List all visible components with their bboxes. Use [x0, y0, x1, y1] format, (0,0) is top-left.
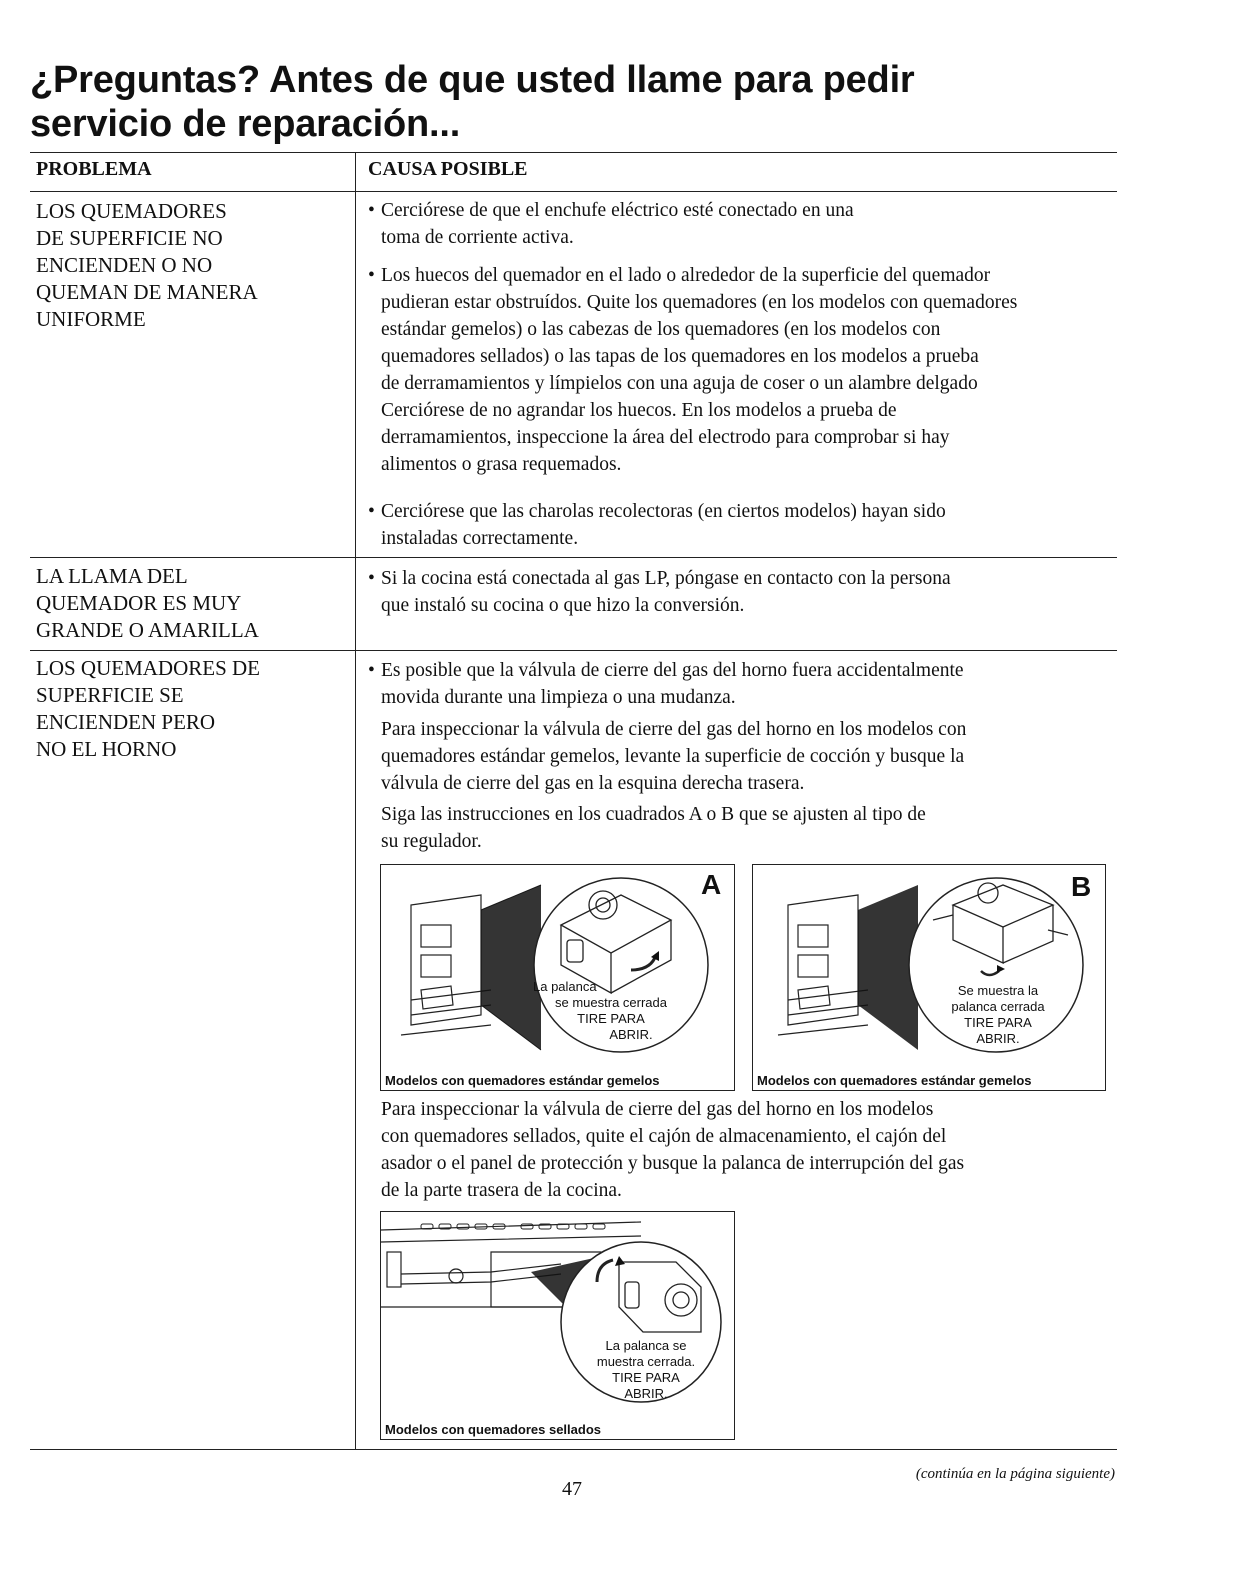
- lever-note-line: Se muestra la: [957, 983, 1039, 998]
- cause-line: • Es posible que la válvula de cierre del gas del horno fuera accidentalmente: [381, 660, 964, 681]
- paragraph-3-2: [368, 801, 1118, 855]
- figure-b: [752, 864, 1106, 1091]
- page-number: 47: [562, 1478, 582, 1500]
- lever-note-line: ABRIR.: [624, 1386, 668, 1401]
- table-top-rule: [30, 152, 1117, 153]
- problem-2: [36, 563, 259, 644]
- cause-line: • Cerciórese que las charolas recolectoras (en ciertos modelos) hayan sido: [381, 501, 946, 522]
- continued-note: (continúa en la página siguiente): [915, 1466, 1115, 1482]
- figure-b-caption: Modelos con quemadores estándar gemelos: [757, 1073, 1032, 1088]
- lever-note-line: La palanca: [533, 979, 597, 994]
- table-bottom-rule: [30, 1449, 1117, 1450]
- problem-1-line: LOS QUEMADORES: [36, 199, 227, 223]
- problem-3-line: NO EL HORNO: [36, 737, 177, 761]
- lever-note-line: ABRIR.: [609, 1027, 653, 1042]
- paragraph-line: asador o el panel de protección y busque la palanca de interrupción del gas: [381, 1153, 965, 1174]
- problem-3-line: SUPERFICIE SE: [36, 683, 184, 707]
- lever-note-line: ABRIR.: [976, 1031, 1020, 1046]
- problem-3-line: LOS QUEMADORES DE: [36, 656, 261, 680]
- cause-line: • Si la cocina está conectada al gas LP, póngase en contacto con la persona: [381, 568, 951, 589]
- lever-note-line: palanca cerrada: [951, 999, 1045, 1014]
- cause-line: toma de corriente activa.: [381, 227, 574, 248]
- cause-line: estándar gemelos) o las cabezas de los quemadores (en los modelos con: [381, 319, 941, 340]
- cause-1-3: [368, 498, 1118, 552]
- column-divider: [355, 152, 356, 1449]
- header-problem: PROBLEMA: [36, 158, 152, 180]
- figure-a: [380, 864, 735, 1091]
- paragraph-line: de la parte trasera de la cocina.: [381, 1180, 622, 1201]
- problem-2-line: GRANDE O AMARILLA: [36, 618, 259, 642]
- page-title: [30, 58, 915, 146]
- sealed-burner-regulator-illustration: [381, 1212, 734, 1439]
- problem-3-line: ENCIENDEN PERO: [36, 710, 216, 734]
- lever-note-line: La palanca se: [605, 1338, 687, 1353]
- cause-line: • Cerciórese de que el enchufe eléctrico esté conectado en una: [381, 200, 854, 221]
- row-rule-1: [30, 557, 1117, 558]
- cause-line: Cerciórese de no agrandar los huecos. En los modelos a prueba de: [381, 400, 897, 421]
- lever-note-b: [923, 983, 1073, 1047]
- paragraph-line: Siga las instrucciones en los cuadrados A o B que se ajusten al tipo de: [381, 804, 926, 825]
- regulator-a-illustration: [381, 865, 734, 1090]
- cause-line: quemadores sellados) o las tapas de los quemadores en los modelos a prueba: [381, 346, 979, 367]
- cause-line: que instaló su cocina o que hizo la conversión.: [381, 595, 745, 616]
- lever-note-line: TIRE PARA: [577, 1011, 645, 1026]
- figure-c: [380, 1211, 735, 1440]
- cause-2-1: [368, 565, 1118, 619]
- problem-1: [36, 198, 258, 333]
- figure-b-letter: B: [1071, 871, 1092, 902]
- lever-note-a: [531, 979, 691, 1043]
- lever-note-line: TIRE PARA: [964, 1015, 1032, 1030]
- page-title-line-2: servicio de reparación...: [30, 103, 461, 145]
- lever-note-c: [571, 1338, 721, 1402]
- paragraph-3-3: [368, 1096, 1118, 1204]
- figure-c-caption: Modelos con quemadores sellados: [385, 1422, 601, 1437]
- problem-2-line: LA LLAMA DEL: [36, 564, 188, 588]
- row-rule-2: [30, 650, 1117, 651]
- problem-2-line: QUEMADOR ES MUY: [36, 591, 242, 615]
- paragraph-3-1: [368, 716, 1118, 797]
- lever-note-line: TIRE PARA: [612, 1370, 680, 1385]
- paragraph-line: con quemadores sellados, quite el cajón de almacenamiento, el cajón del: [381, 1126, 947, 1147]
- cause-1-1: [368, 197, 1118, 251]
- page-title-line-1: ¿Preguntas? Antes de que usted llame para pedir: [30, 59, 915, 101]
- lever-note-line: se muestra cerrada: [555, 995, 667, 1010]
- paragraph-line: su regulador.: [381, 831, 482, 852]
- cause-line: derramamientos, inspeccione la área del electrodo para comprobar si hay: [381, 427, 950, 448]
- cause-line: instaladas correctamente.: [381, 528, 579, 549]
- problem-1-line: DE SUPERFICIE NO: [36, 226, 223, 250]
- header-rule: [30, 191, 1117, 192]
- figure-a-caption: Modelos con quemadores estándar gemelos: [385, 1073, 660, 1088]
- cause-line: movida durante una limpieza o una mudanza.: [381, 687, 736, 708]
- problem-1-line: ENCIENDEN O NO: [36, 253, 213, 277]
- cause-line: pudieran estar obstruídos. Quite los quemadores (en los modelos con quemadores: [381, 292, 1018, 313]
- cause-line: de derramamientos y límpielos con una aguja de coser o un alambre delgado: [381, 373, 978, 394]
- problem-3: [36, 655, 260, 763]
- regulator-b-illustration: [753, 865, 1105, 1090]
- paragraph-line: quemadores estándar gemelos, levante la superficie de cocción y busque la: [381, 746, 965, 767]
- cause-1-2: [368, 262, 1118, 478]
- cause-line: • Los huecos del quemador en el lado o alrededor de la superficie del quemador: [381, 265, 991, 286]
- paragraph-line: Para inspeccionar la válvula de cierre del gas del horno en los modelos: [381, 1099, 934, 1120]
- lever-note-line: muestra cerrada.: [596, 1354, 696, 1369]
- problem-1-line: QUEMAN DE MANERA: [36, 280, 258, 304]
- problem-1-line: UNIFORME: [36, 307, 146, 331]
- header-cause: CAUSA POSIBLE: [368, 158, 528, 180]
- cause-3-1: [368, 657, 1118, 711]
- paragraph-line: Para inspeccionar la válvula de cierre del gas del horno en los modelos con: [381, 719, 967, 740]
- cause-line: alimentos o grasa requemados.: [381, 454, 622, 475]
- paragraph-line: válvula de cierre del gas en la esquina derecha trasera.: [381, 773, 805, 794]
- figure-a-letter: A: [701, 869, 722, 900]
